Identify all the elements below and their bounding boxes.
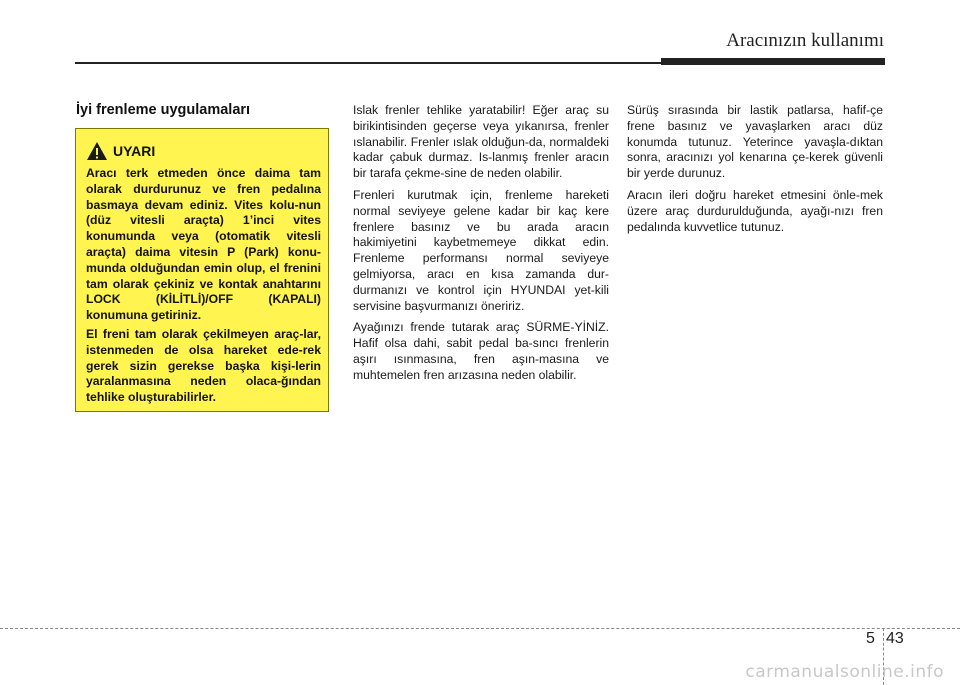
body-paragraph: Islak frenler tehlike yaratabilir! Eğer araç su birikintisinden geçerse veya yıkanırsa, frenler ıslanabilir. Frenler ıslak olduğun-da, normaldeki kadar çabuk durmaz. Is-lanmış frenler aracın bir tarafa çekme-sine de neden olabilir.: [353, 103, 609, 181]
header-rule-accent: [661, 58, 885, 65]
warning-title: UYARI: [113, 143, 156, 159]
body-paragraph: Ayağınızı frende tutarak araç SÜRME-YİNİZ. Hafif olsa dahi, sabit pedal ba-sıncı frenlerin aşırı ısınmasına, fren aşın-masına ve muhtemelen fren arızasına neden olabilir.: [353, 320, 609, 382]
section-heading: İyi frenleme uygulamaları: [76, 102, 251, 118]
warning-paragraph: Aracı terk etmeden önce daima tam olarak durdurunuz ve fren pedalına basmaya devam ediniz. Vites kolu-nun (düz vitesli araçta) 1’inci vites konumunda veya (otomatik vitesli araçta) daima vitesin P (Park) konu-munda olduğundan emin olup, el frenini tam olarak çekiniz ve kontak anahtarını LOCK (KİLİTLİ)/OFF (KAPALI) konumuna getiriniz.: [86, 166, 321, 323]
warning-header: [86, 141, 321, 161]
warning-box: [75, 128, 329, 412]
watermark: carmanualsonline.info: [745, 662, 944, 682]
text-column-2: [353, 103, 609, 390]
header-rule: [75, 62, 663, 64]
text-column-3: [627, 103, 883, 241]
warning-triangle-icon: [86, 141, 108, 161]
chapter-number: 5: [866, 630, 875, 647]
page-number: 43: [886, 630, 904, 647]
body-paragraph: Frenleri kurutmak için, frenleme hareketi normal seviyeye gelene kadar bir kaç kere frenlere basınız ve bu arada aracın hakimiyetini kaybetmemeye dikkat edin. Frenleme performansı normal seviyeye gelmiyorsa, aracı en kısa zamanda dur-durmanızı ve kontrol için HYUNDAI yet-kili servisine başvurmanızı öneririz.: [353, 187, 609, 313]
chapter-title: Aracınızın kullanımı: [726, 30, 884, 51]
body-paragraph: Aracın ileri doğru hareket etmesini önle-mek üzere araç durdurulduğunda, ayağı-nızı fren pedalında kuvvetlice tutunuz.: [627, 187, 883, 234]
warning-paragraph: El freni tam olarak çekilmeyen araç-lar, istenmeden de olsa hareket ede-rek gerek sizin gerekse başka kişi-lerin yaralanmasına neden olaca-ğından tehlike oluşturabilirler.: [86, 326, 321, 405]
body-paragraph: Sürüş sırasında bir lastik patlarsa, hafif-çe frene basınız ve yavaşlarken aracı düz konumda tutunuz. Yeterince yavaşla-dıktan sonra, aracınızı yol kenarına çe-kerek güvenli bir yerde durunuz.: [627, 103, 883, 181]
footer-rule: [0, 628, 960, 629]
